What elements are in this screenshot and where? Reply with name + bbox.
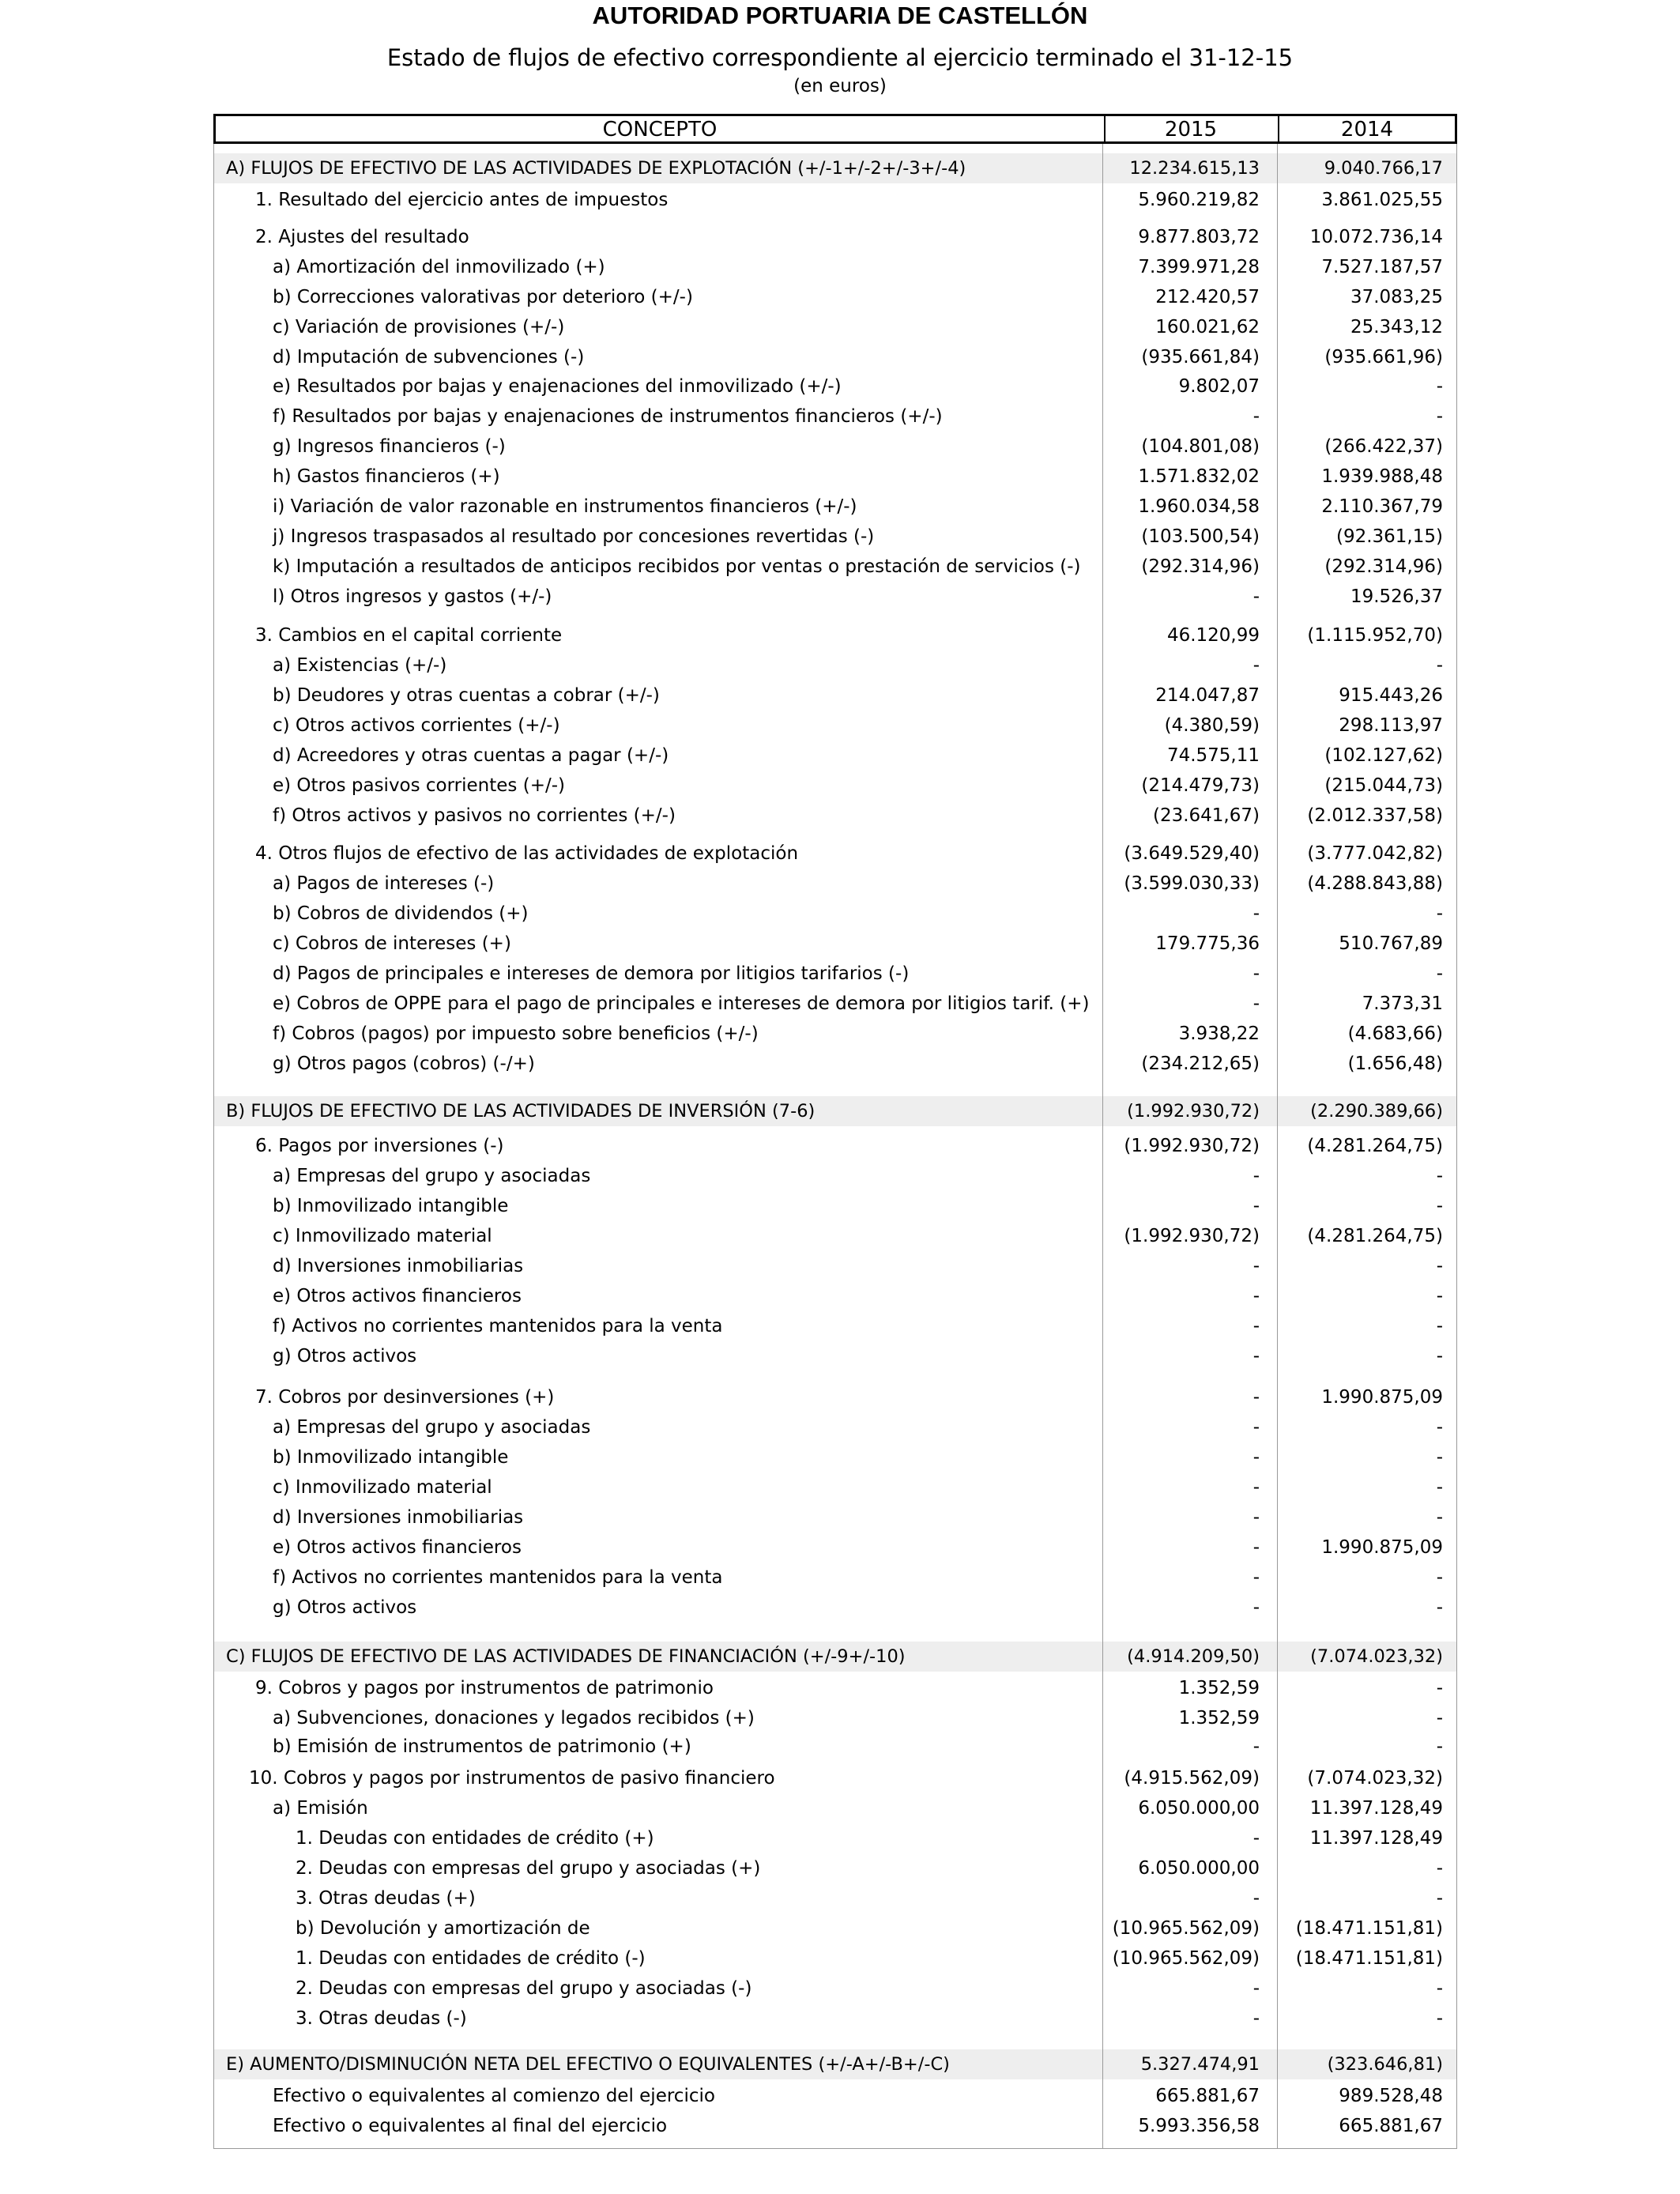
table-row <box>214 1446 1456 1469</box>
row-value-2015: - <box>1252 1537 1260 1558</box>
row-value-2015: 12.234.615,13 <box>1129 158 1260 179</box>
row-label: f) Otros activos y pasivos no corrientes (+/-) <box>273 805 676 826</box>
table-row <box>214 585 1456 609</box>
table-row <box>214 1284 1456 1308</box>
row-value-2015: 6.050.000,00 <box>1138 1858 1260 1879</box>
row-value-2015: (214.479,73) <box>1141 775 1260 796</box>
table-row <box>214 1164 1456 1188</box>
section-row <box>214 1642 1456 1672</box>
row-value-2015: 160.021,62 <box>1155 317 1260 337</box>
row-value-2015: (103.500,54) <box>1141 526 1260 547</box>
row-value-2014: (92.361,15) <box>1335 526 1443 547</box>
row-value-2015: 1.960.034,58 <box>1138 496 1260 517</box>
row-value-2014: - <box>1436 655 1443 676</box>
row-value-2015: - <box>1252 1888 1260 1909</box>
table-row <box>214 1706 1456 1730</box>
row-value-2015: - <box>1252 586 1260 607</box>
row-label: 1. Deudas con entidades de crédito (+) <box>296 1828 654 1849</box>
table-row <box>214 1224 1456 1248</box>
table-row <box>214 654 1456 677</box>
row-value-2014: 1.990.875,09 <box>1321 1387 1443 1408</box>
table-row <box>214 2084 1456 2108</box>
header-concepto: CONCEPTO <box>216 116 1106 141</box>
table-row <box>214 992 1456 1016</box>
row-label: f) Cobros (pagos) por impuesto sobre beneficios (+/-) <box>273 1023 759 1044</box>
table-row <box>214 525 1456 548</box>
row-label: a) Pagos de intereses (-) <box>273 873 495 894</box>
row-value-2015: 5.327.474,91 <box>1140 2054 1260 2075</box>
row-value-2014: 7.373,31 <box>1362 993 1443 1014</box>
column-divider-2014 <box>1277 144 1278 2149</box>
row-value-2015: - <box>1252 1316 1260 1336</box>
row-value-2015: 5.960.219,82 <box>1138 190 1260 210</box>
row-label: e) Otros activos financieros <box>273 1537 522 1558</box>
row-value-2015: - <box>1252 1978 1260 1999</box>
table-row <box>214 1476 1456 1499</box>
row-value-2015: (292.314,96) <box>1141 556 1260 577</box>
row-label: g) Ingresos financieros (-) <box>273 436 506 457</box>
row-label: b) Correcciones valorativas por deterioro (+/-) <box>273 287 693 307</box>
row-label: a) Empresas del grupo y asociadas <box>273 1166 591 1186</box>
row-value-2014: (7.074.023,32) <box>1310 1646 1443 1667</box>
table-row <box>214 405 1456 428</box>
table-row <box>214 225 1456 249</box>
row-value-2014: (2.012.337,58) <box>1307 805 1443 826</box>
table-row <box>214 1796 1456 1820</box>
column-divider-2015 <box>1102 144 1103 2149</box>
table-row <box>214 1917 1456 1940</box>
row-value-2015: 179.775,36 <box>1155 933 1260 954</box>
table-row <box>214 255 1456 279</box>
row-label: 2. Deudas con empresas del grupo y asociadas (+) <box>296 1858 761 1879</box>
table-row <box>214 684 1456 707</box>
table-row <box>214 1977 1456 2000</box>
row-label: b) Inmovilizado intangible <box>273 1196 509 1216</box>
row-value-2015: - <box>1252 1166 1260 1186</box>
row-value-2014: (1.115.952,70) <box>1307 625 1443 646</box>
row-label: f) Activos no corrientes mantenidos para la venta <box>273 1567 723 1588</box>
table-row <box>214 1254 1456 1278</box>
row-label: h) Gastos financieros (+) <box>273 466 500 487</box>
row-value-2014: - <box>1436 1507 1443 1528</box>
row-value-2015: - <box>1252 1507 1260 1528</box>
row-value-2015: - <box>1252 1567 1260 1588</box>
row-label: 9. Cobros y pagos por instrumentos de patrimonio <box>255 1678 714 1698</box>
row-value-2014: 7.527.187,57 <box>1321 257 1443 277</box>
header-year-2015: 2015 <box>1104 116 1279 141</box>
row-value-2014: - <box>1436 963 1443 984</box>
row-label: d) Inversiones inmobiliarias <box>273 1507 524 1528</box>
row-value-2015: - <box>1252 1387 1260 1408</box>
row-value-2014: (1.656,48) <box>1347 1054 1443 1074</box>
row-value-2014: - <box>1436 406 1443 427</box>
row-label: i) Variación de valor razonable en instrumentos financieros (+/-) <box>273 496 857 517</box>
row-value-2015: 9.877.803,72 <box>1138 227 1260 247</box>
row-label: b) Emisión de instrumentos de patrimonio (+) <box>273 1736 691 1757</box>
table-row <box>214 624 1456 647</box>
table-row <box>214 1596 1456 1619</box>
row-value-2015: - <box>1252 1447 1260 1468</box>
row-value-2015: 74.575,11 <box>1166 745 1260 766</box>
row-value-2014: - <box>1436 1567 1443 1588</box>
table-row <box>214 315 1456 339</box>
row-label: g) Otros activos <box>273 1597 417 1618</box>
row-label: a) Existencias (+/-) <box>273 655 447 676</box>
row-value-2015: - <box>1252 1477 1260 1498</box>
row-value-2014: - <box>1436 1417 1443 1438</box>
row-value-2015: - <box>1252 1828 1260 1849</box>
table-row <box>214 1766 1456 1790</box>
row-value-2014: - <box>1436 1447 1443 1468</box>
row-value-2015: (23.641,67) <box>1152 805 1260 826</box>
table-row <box>214 375 1456 398</box>
row-label: Efectivo o equivalentes al comienzo del ejercicio <box>273 2086 715 2106</box>
row-value-2014: 915.443,26 <box>1339 685 1443 706</box>
row-label: c) Inmovilizado material <box>273 1477 492 1498</box>
row-value-2014: - <box>1436 1708 1443 1728</box>
row-value-2014: - <box>1436 1346 1443 1367</box>
row-label: 3. Otras deudas (-) <box>296 2008 467 2029</box>
row-label: e) Otros pasivos corrientes (+/-) <box>273 775 565 796</box>
table-row <box>214 714 1456 737</box>
row-value-2014: - <box>1436 1978 1443 1999</box>
row-value-2015: (10.965.562,09) <box>1112 1918 1260 1939</box>
row-label: e) Resultados por bajas y enajenaciones del inmovilizado (+/-) <box>273 376 842 397</box>
row-value-2014: 25.343,12 <box>1350 317 1443 337</box>
row-value-2014: 1.990.875,09 <box>1321 1537 1443 1558</box>
row-value-2014: (292.314,96) <box>1324 556 1443 577</box>
row-value-2015: (3.599.030,33) <box>1124 873 1260 894</box>
row-label: b) Deudores y otras cuentas a cobrar (+/-) <box>273 685 660 706</box>
row-value-2014: - <box>1436 1477 1443 1498</box>
row-value-2015: 665.881,67 <box>1155 2086 1260 2106</box>
row-value-2014: - <box>1436 903 1443 924</box>
row-value-2015: (1.992.930,72) <box>1124 1136 1260 1156</box>
row-value-2015: 1.352,59 <box>1178 1678 1260 1698</box>
row-value-2015: - <box>1252 2008 1260 2029</box>
row-label: B) FLUJOS DE EFECTIVO DE LAS ACTIVIDADES DE INVERSIÓN (7-6) <box>226 1101 816 1122</box>
row-value-2014: (4.683,66) <box>1347 1023 1443 1044</box>
row-label: 6. Pagos por inversiones (-) <box>255 1136 504 1156</box>
row-label: f) Resultados por bajas y enajenaciones de instrumentos financieros (+/-) <box>273 406 943 427</box>
table-row <box>214 555 1456 579</box>
row-value-2014: 10.072.736,14 <box>1309 227 1443 247</box>
row-value-2014: (3.777.042,82) <box>1307 843 1443 864</box>
row-value-2014: - <box>1436 1166 1443 1186</box>
row-label: a) Emisión <box>273 1798 368 1819</box>
table-row <box>214 1947 1456 1970</box>
row-value-2015: - <box>1252 1736 1260 1757</box>
row-value-2014: - <box>1436 1286 1443 1306</box>
row-label: d) Inversiones inmobiliarias <box>273 1256 524 1276</box>
row-value-2015: (4.914.209,50) <box>1127 1646 1260 1667</box>
table-row <box>214 744 1456 767</box>
table-row <box>214 1735 1456 1759</box>
section-row <box>214 1096 1456 1126</box>
row-label: a) Empresas del grupo y asociadas <box>273 1417 591 1438</box>
row-value-2015: - <box>1252 1417 1260 1438</box>
row-value-2015: 1.571.832,02 <box>1138 466 1260 487</box>
row-value-2015: (1.992.930,72) <box>1124 1226 1260 1246</box>
row-label: 7. Cobros por desinversiones (+) <box>255 1387 555 1408</box>
row-label: a) Amortización del inmovilizado (+) <box>273 257 605 277</box>
table-row <box>214 435 1456 458</box>
row-value-2015: - <box>1252 1196 1260 1216</box>
row-value-2015: - <box>1252 963 1260 984</box>
row-value-2015: - <box>1252 1346 1260 1367</box>
row-value-2014: (323.646,81) <box>1327 2054 1443 2075</box>
row-value-2015: - <box>1252 1597 1260 1618</box>
row-value-2015: 3.938,22 <box>1178 1023 1260 1044</box>
table-row <box>214 495 1456 518</box>
row-value-2015: 214.047,87 <box>1155 685 1260 706</box>
row-label: k) Imputación a resultados de anticipos recibidos por ventas o prestación de servicios (-) <box>273 556 1081 577</box>
row-value-2014: 3.861.025,55 <box>1321 190 1443 210</box>
row-value-2014: - <box>1436 1678 1443 1698</box>
row-value-2014: (4.288.843,88) <box>1307 873 1443 894</box>
table-row <box>214 774 1456 797</box>
header-year-2014: 2014 <box>1340 118 1394 141</box>
row-value-2015: - <box>1252 1286 1260 1306</box>
row-value-2014: - <box>1436 1196 1443 1216</box>
row-label: e) Otros activos financieros <box>273 1286 522 1306</box>
table-row <box>214 1314 1456 1338</box>
table-row <box>214 932 1456 956</box>
row-label: c) Variación de provisiones (+/-) <box>273 317 565 337</box>
row-value-2014: - <box>1436 1597 1443 1618</box>
row-label: d) Pagos de principales e intereses de demora por litigios tarifarios (-) <box>273 963 910 984</box>
row-value-2014: (266.422,37) <box>1324 436 1443 457</box>
row-label: A) FLUJOS DE EFECTIVO DE LAS ACTIVIDADES DE EXPLOTACIÓN (+/-1+/-2+/-3+/-4) <box>226 158 966 179</box>
row-label: c) Otros activos corrientes (+/-) <box>273 715 560 736</box>
row-value-2015: 9.802,07 <box>1178 376 1260 397</box>
row-value-2015: 46.120,99 <box>1166 625 1260 646</box>
row-value-2015: - <box>1252 655 1260 676</box>
row-value-2014: (215.044,73) <box>1324 775 1443 796</box>
row-value-2014: - <box>1436 2008 1443 2029</box>
table-row <box>214 1134 1456 1158</box>
row-label: f) Activos no corrientes mantenidos para la venta <box>273 1316 723 1336</box>
row-label: g) Otros pagos (cobros) (-/+) <box>273 1054 535 1074</box>
row-value-2014: 1.939.988,48 <box>1321 466 1443 487</box>
table-row <box>214 1344 1456 1368</box>
row-value-2015: (4.915.562,09) <box>1124 1768 1260 1789</box>
report-subtitle: Estado de flujos de efectivo correspondiente al ejercicio terminado el 31-12-15 <box>386 44 1294 71</box>
table-row <box>214 1857 1456 1880</box>
table-row <box>214 1506 1456 1529</box>
row-value-2014: 298.113,97 <box>1339 715 1443 736</box>
table-row <box>214 962 1456 986</box>
row-value-2015: 212.420,57 <box>1155 287 1260 307</box>
row-label: 3. Otras deudas (+) <box>296 1888 476 1909</box>
table-row <box>214 1566 1456 1589</box>
row-value-2015: (104.801,08) <box>1141 436 1260 457</box>
row-value-2014: 19.526,37 <box>1350 586 1443 607</box>
table-row <box>214 1416 1456 1439</box>
row-value-2015: - <box>1252 406 1260 427</box>
row-value-2014: 37.083,25 <box>1350 287 1443 307</box>
row-value-2014: (18.471.151,81) <box>1295 1918 1443 1939</box>
row-value-2015: 7.399.971,28 <box>1138 257 1260 277</box>
row-label: d) Acreedores y otras cuentas a pagar (+/-) <box>273 745 669 766</box>
row-label: l) Otros ingresos y gastos (+/-) <box>273 586 552 607</box>
table-row <box>214 842 1456 865</box>
row-value-2015: 1.352,59 <box>1178 1708 1260 1728</box>
row-value-2014: - <box>1436 1858 1443 1879</box>
row-value-2014: (2.290.389,66) <box>1310 1101 1443 1122</box>
report-title: AUTORIDAD PORTUARIA DE CASTELLÓN <box>592 2 1088 29</box>
row-value-2015: (4.380,59) <box>1164 715 1260 736</box>
row-label: 2. Deudas con empresas del grupo y asociadas (-) <box>296 1978 752 1999</box>
row-value-2014: 510.767,89 <box>1339 933 1443 954</box>
row-value-2014: 11.397.128,49 <box>1309 1828 1443 1849</box>
row-value-2014: - <box>1436 1888 1443 1909</box>
row-value-2014: 665.881,67 <box>1339 2116 1443 2136</box>
section-row <box>214 153 1456 183</box>
row-label: g) Otros activos <box>273 1346 417 1367</box>
row-value-2014: - <box>1436 1316 1443 1336</box>
row-label: 1. Resultado del ejercicio antes de impuestos <box>255 190 669 210</box>
row-value-2015: (3.649.529,40) <box>1124 843 1260 864</box>
row-value-2014: (18.471.151,81) <box>1295 1948 1443 1969</box>
row-value-2015: - <box>1252 903 1260 924</box>
table-row <box>214 1536 1456 1559</box>
row-label: b) Cobros de dividendos (+) <box>273 903 529 924</box>
row-value-2014: - <box>1436 1736 1443 1757</box>
row-value-2015: (1.992.930,72) <box>1127 1101 1260 1122</box>
table-row <box>214 2007 1456 2030</box>
row-value-2014: 11.397.128,49 <box>1309 1798 1443 1819</box>
row-label: E) AUMENTO/DISMINUCIÓN NETA DEL EFECTIVO O EQUIVALENTES (+/-A+/-B+/-C) <box>226 2054 950 2075</box>
row-label: 4. Otros flujos de efectivo de las actividades de explotación <box>255 843 799 864</box>
row-value-2014: 989.528,48 <box>1339 2086 1443 2106</box>
row-value-2014: (935.661,96) <box>1324 347 1443 368</box>
table-row <box>214 465 1456 488</box>
report-units: (en euros) <box>793 76 887 96</box>
row-value-2014: - <box>1436 376 1443 397</box>
row-value-2015: - <box>1252 993 1260 1014</box>
table-row <box>214 872 1456 895</box>
section-row <box>214 2049 1456 2079</box>
row-label: c) Cobros de intereses (+) <box>273 933 511 954</box>
table-row <box>214 285 1456 309</box>
table-row <box>214 1826 1456 1850</box>
row-value-2014: (4.281.264,75) <box>1307 1226 1443 1246</box>
table-row <box>214 188 1456 212</box>
row-label: b) Inmovilizado intangible <box>273 1447 509 1468</box>
table-row <box>214 1887 1456 1910</box>
row-label: 3. Cambios en el capital corriente <box>255 625 563 646</box>
table-row <box>214 1052 1456 1076</box>
row-value-2015: 6.050.000,00 <box>1138 1798 1260 1819</box>
row-value-2014: (7.074.023,32) <box>1307 1768 1443 1789</box>
row-value-2015: 5.993.356,58 <box>1138 2116 1260 2136</box>
row-label: 2. Ajustes del resultado <box>255 227 469 247</box>
row-label: Efectivo o equivalentes al final del ejercicio <box>273 2116 668 2136</box>
table-row <box>214 1022 1456 1046</box>
table-row <box>214 1385 1456 1409</box>
row-label: a) Subvenciones, donaciones y legados recibidos (+) <box>273 1708 755 1728</box>
row-value-2015: (935.661,84) <box>1141 347 1260 368</box>
row-value-2014: (102.127,62) <box>1324 745 1443 766</box>
row-label: 10. Cobros y pagos por instrumentos de pasivo financiero <box>249 1768 775 1789</box>
table-row <box>214 345 1456 369</box>
row-label: d) Imputación de subvenciones (-) <box>273 347 585 368</box>
row-label: e) Cobros de OPPE para el pago de principales e intereses de demora por litigios tarif. (+) <box>273 993 1090 1014</box>
row-label: C) FLUJOS DE EFECTIVO DE LAS ACTIVIDADES DE FINANCIACIÓN (+/-9+/-10) <box>226 1646 906 1667</box>
table-row <box>214 2114 1456 2138</box>
row-label: 1. Deudas con entidades de crédito (-) <box>296 1948 646 1969</box>
row-value-2014: (4.281.264,75) <box>1307 1136 1443 1156</box>
row-value-2014: 2.110.367,79 <box>1321 496 1443 517</box>
table-row <box>214 1194 1456 1218</box>
row-label: b) Devolución y amortización de <box>296 1918 590 1939</box>
row-value-2015: - <box>1252 1256 1260 1276</box>
table-row <box>214 1676 1456 1700</box>
row-label: j) Ingresos traspasados al resultado por concesiones revertidas (-) <box>273 526 875 547</box>
table-row <box>214 902 1456 925</box>
row-value-2014: - <box>1436 1256 1443 1276</box>
row-value-2015: (10.965.562,09) <box>1112 1948 1260 1969</box>
row-value-2015: (234.212,65) <box>1141 1054 1260 1074</box>
row-label: c) Inmovilizado material <box>273 1226 492 1246</box>
table-row <box>214 804 1456 827</box>
row-value-2014: 9.040.766,17 <box>1324 158 1443 179</box>
